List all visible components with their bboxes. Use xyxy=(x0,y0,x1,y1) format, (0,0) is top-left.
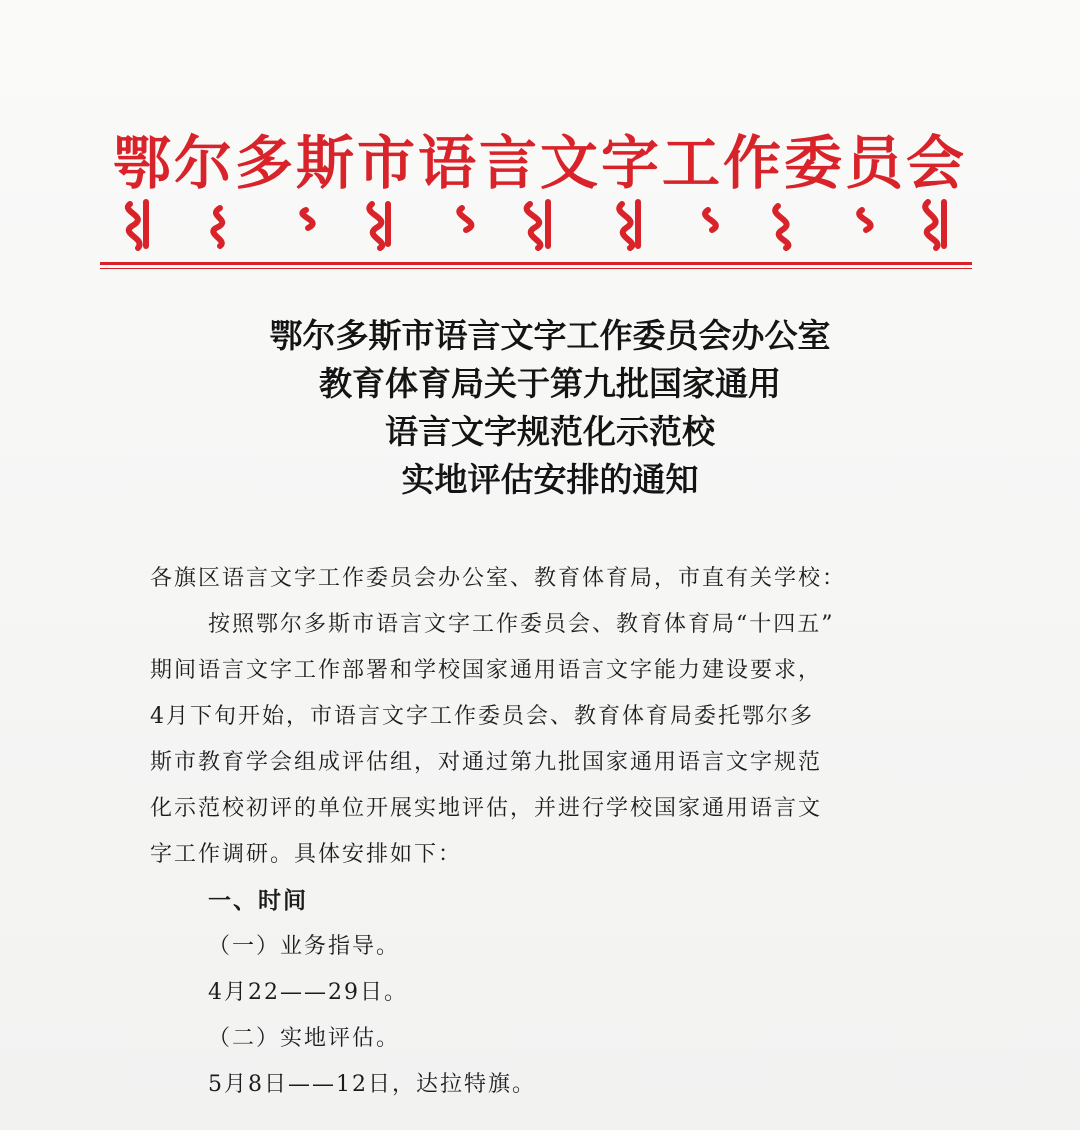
paragraph-line: 字工作调研。具体安排如下： xyxy=(150,842,463,867)
letterhead-mongolian-script xyxy=(110,194,960,254)
document-body xyxy=(150,556,970,1108)
letterhead-org-name: 鄂尔多斯市语言文字工作委员会 xyxy=(112,129,967,197)
item-detail: 5月8日——12日，达拉特旗。 xyxy=(208,1072,536,1097)
paragraph-line: 按照鄂尔多斯市语言文字工作委员会、教育体育局“十四五” xyxy=(208,612,835,637)
item-detail: 4月22——29日。 xyxy=(208,980,408,1005)
section-heading: 一、时间 xyxy=(208,887,308,914)
mongolian-script-logo xyxy=(110,194,960,254)
salutation: 各旗区语言文字工作委员会办公室、教育体育局，市直有关学校： xyxy=(150,566,847,591)
title-line: 教育体育局关于第九批国家通用 xyxy=(319,364,781,403)
title-line: 语言文字规范化示范校 xyxy=(385,412,715,451)
paragraph-line: 4月下旬开始，市语言文字工作委员会、教育体育局委托鄂尔多 xyxy=(150,704,814,729)
item-label: （一）业务指导。 xyxy=(208,934,401,959)
paragraph-line: 期间语言文字工作部署和学校国家通用语言文字能力建设要求， xyxy=(150,658,823,683)
paragraph-line: 斯市教育学会组成评估组，对通过第九批国家通用语言文字规范 xyxy=(150,750,823,775)
document-title xyxy=(140,312,960,504)
letterhead-rule-thin xyxy=(100,268,972,269)
paragraph-line: 化示范校初评的单位开展实地评估，并进行学校国家通用语言文 xyxy=(150,796,823,821)
item-label: （二）实地评估。 xyxy=(208,1026,401,1051)
letterhead-rule-thick xyxy=(100,262,972,265)
title-line: 鄂尔多斯市语言文字工作委员会办公室 xyxy=(269,316,831,355)
title-line: 实地评估安排的通知 xyxy=(401,460,699,499)
